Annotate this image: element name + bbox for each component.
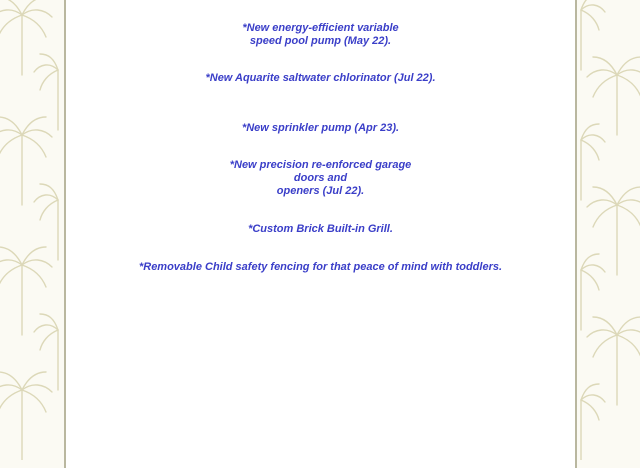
palm-tree-icon	[577, 0, 640, 460]
feature-item-garage-doors	[66, 159, 575, 198]
feature-line: *New sprinkler pump (Apr 23).	[241, 122, 400, 134]
feature-item-pool-pump	[66, 22, 575, 48]
palm-tree-icon	[0, 0, 64, 460]
feature-line: *New energy-efficient variable	[242, 22, 399, 34]
palm-pattern-right	[577, 0, 640, 460]
feature-line: *Removable Child safety fencing for that peace of mind with toddlers.	[138, 261, 503, 273]
feature-item-safety-fencing	[66, 261, 575, 274]
feature-item-grill	[66, 223, 575, 236]
feature-item-sprinkler-pump	[66, 122, 575, 135]
feature-line: speed pool pump (May 22).	[249, 35, 392, 47]
feature-line: doors and	[293, 172, 348, 184]
content-panel	[64, 0, 577, 468]
feature-line: *New Aquarite saltwater chlorinator (Jul 22).	[205, 72, 436, 84]
feature-line: openers (Jul 22).	[276, 185, 365, 197]
palm-pattern-left	[0, 0, 64, 460]
feature-item-chlorinator	[66, 72, 575, 85]
feature-line: *Custom Brick Built-in Grill.	[248, 223, 393, 235]
feature-line: *New precision re-enforced garage	[229, 159, 412, 171]
